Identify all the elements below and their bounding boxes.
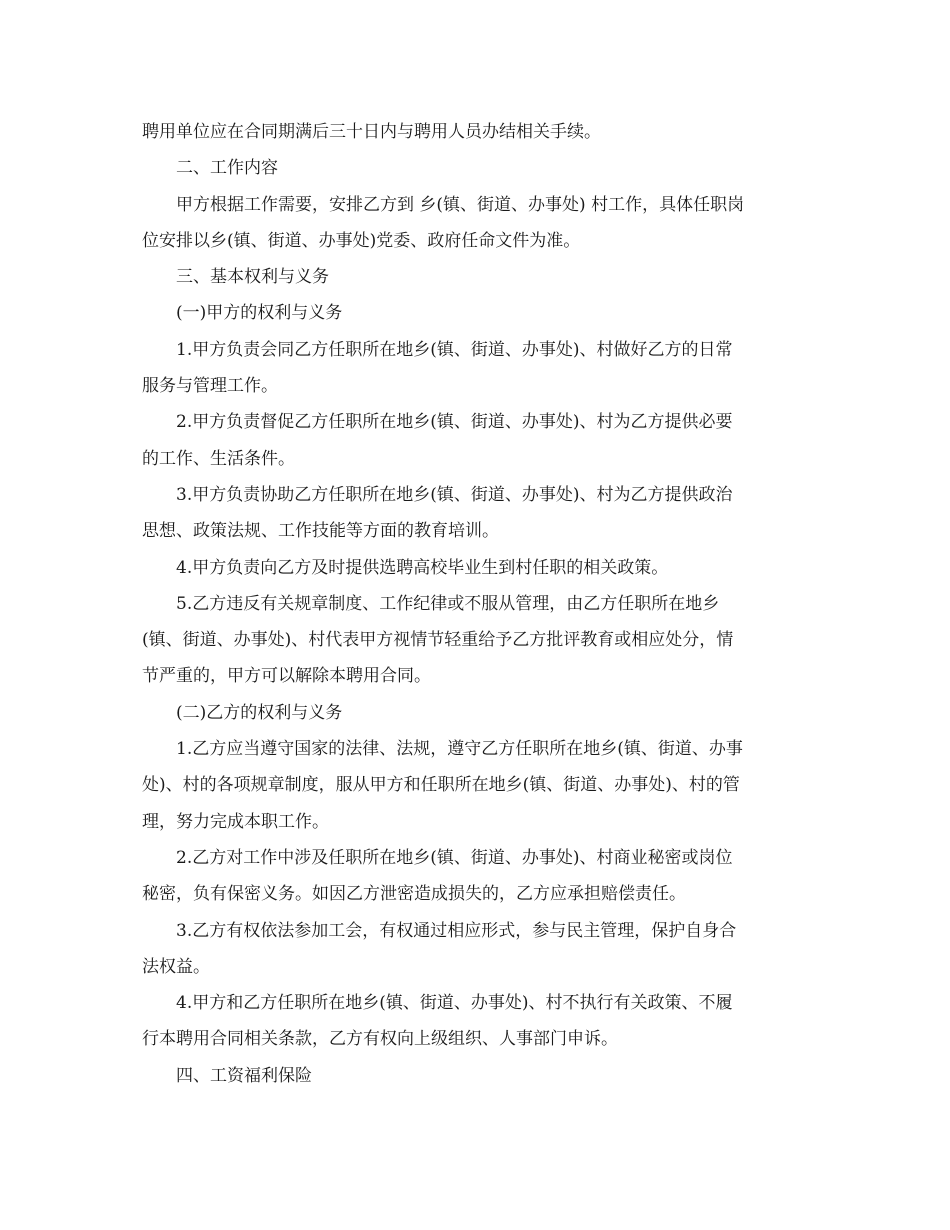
paragraph-line: 3.甲方负责协助乙方任职所在地乡(镇、街道、办事处)、村为乙方提供政治 xyxy=(176,484,733,505)
paragraph-line: 聘用单位应在合同期满后三十日内与聘用人员办结相关手续。 xyxy=(142,122,601,142)
paragraph-line: 1.甲方负责会同乙方任职所在地乡(镇、街道、办事处)、村做好乙方的日常 xyxy=(176,339,733,360)
paragraph-line: 行本聘用合同相关条款，乙方有权向上级组织、人事部门申诉。 xyxy=(142,1029,618,1050)
paragraph-line: 4.甲方负责向乙方及时提供选聘高校毕业生到村任职的相关政策。 xyxy=(176,557,669,578)
paragraph-line: 3.乙方有权依法参加工会，有权通过相应形式，参与民主管理，保护自身合 xyxy=(176,920,737,941)
paragraph-line: 的工作、生活条件。 xyxy=(142,448,295,469)
paragraph-line: 1.乙方应当遵守国家的法律、法规，遵守乙方任职所在地乡(镇、街道、办事 xyxy=(176,739,743,760)
paragraph-line: 处)、村的各项规章制度，服从甲方和任职所在地乡(镇、街道、办事处)、村的管 xyxy=(142,775,740,796)
paragraph-line: 2.乙方对工作中涉及任职所在地乡(镇、街道、办事处)、村商业秘密或岗位 xyxy=(176,847,733,868)
section-heading: 三、基本权利与义务 xyxy=(176,267,329,288)
paragraph-line: 节严重的，甲方可以解除本聘用合同。 xyxy=(142,666,431,687)
paragraph-line: 甲方根据工作需要，安排乙方到 乡(镇、街道、办事处) 村工作，具体任职岗 xyxy=(176,194,745,215)
paragraph-line: 思想、政策法规、工作技能等方面的教育培训。 xyxy=(142,521,499,542)
document-body xyxy=(142,114,806,1094)
paragraph-line: 位安排以乡(镇、街道、办事处)党委、政府任命文件为准。 xyxy=(142,230,581,251)
subsection-heading: (二)乙方的权利与义务 xyxy=(176,702,343,723)
paragraph-line: 理，努力完成本职工作。 xyxy=(142,811,329,832)
section-heading: 二、工作内容 xyxy=(176,158,278,179)
paragraph-line: 2.甲方负责督促乙方任职所在地乡(镇、街道、办事处)、村为乙方提供必要 xyxy=(176,412,733,433)
paragraph-line: 服务与管理工作。 xyxy=(142,376,278,397)
section-heading: 四、工资福利保险 xyxy=(176,1065,312,1086)
paragraph-line: (镇、街道、办事处)、村代表甲方视情节轻重给予乙方批评教育或相应处分，情 xyxy=(142,630,734,651)
subsection-heading: (一)甲方的权利与义务 xyxy=(176,303,343,324)
paragraph-line: 法权益。 xyxy=(142,956,210,977)
paragraph-line: 4.甲方和乙方任职所在地乡(镇、街道、办事处)、村不执行有关政策、不履 xyxy=(176,993,733,1014)
paragraph-line: 秘密，负有保密义务。如因乙方泄密造成损失的，乙方应承担赔偿责任。 xyxy=(142,884,686,905)
paragraph-line: 5.乙方违反有关规章制度、工作纪律或不服从管理，由乙方任职所在地乡 xyxy=(176,593,720,614)
